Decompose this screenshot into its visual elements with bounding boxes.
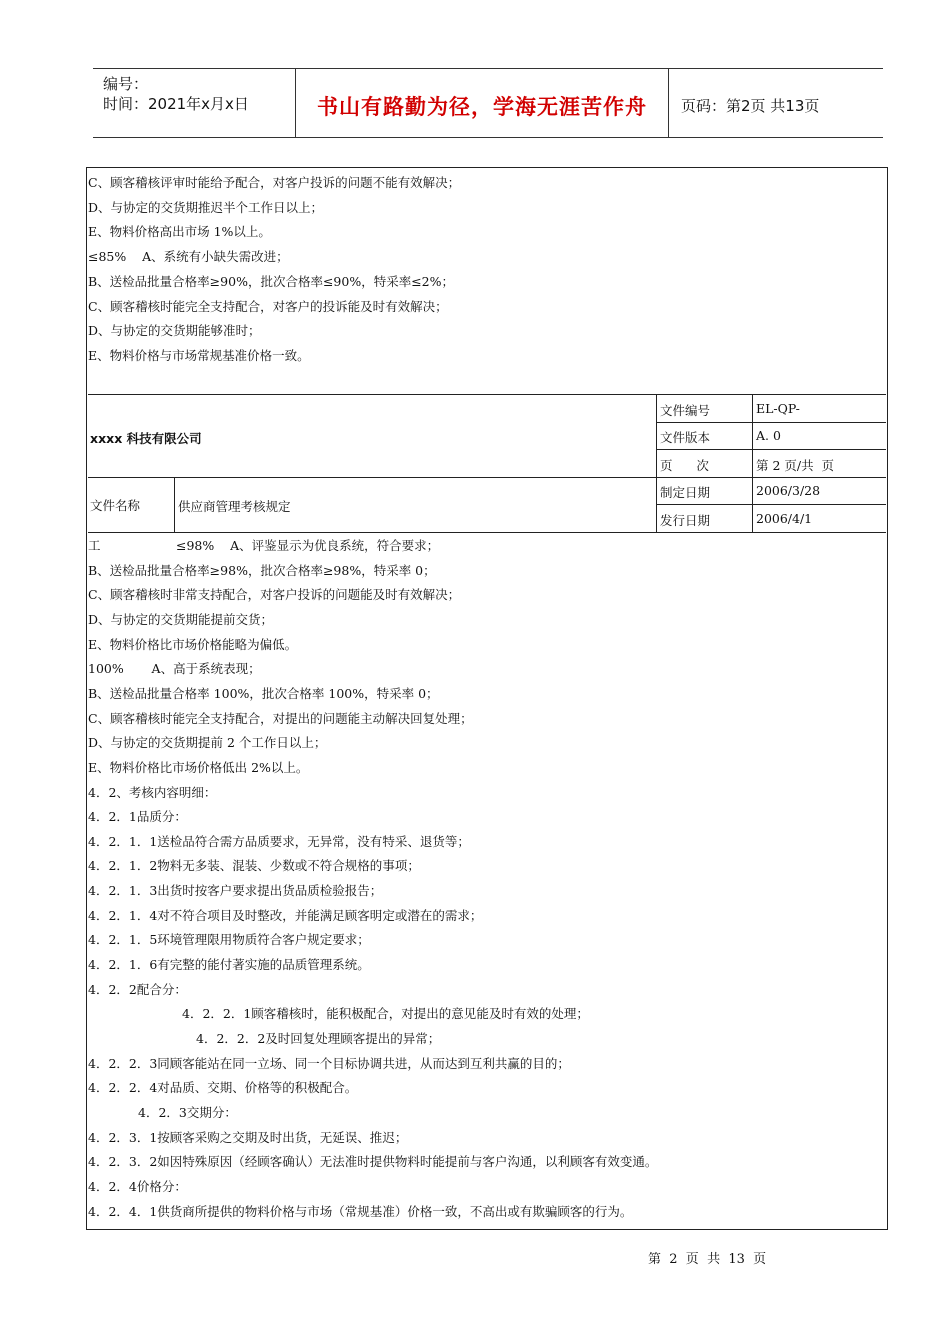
text-line: C、顾客稽核评审时能给予配合，对客户投诉的问题不能有效解决； — [88, 175, 461, 190]
text-line: E、物料价格比市场价格低出 2%以上。 — [88, 759, 309, 775]
text-line: 4．2．1．2物料无多装、混装、少数或不符合规格的事项； — [88, 858, 420, 874]
header-page-cell — [669, 69, 883, 137]
text-line: D、与协定的交货期能够准时； — [88, 323, 261, 339]
text-line: 4．2．2．2及时回复处理顾客提出的异常； — [196, 1031, 441, 1046]
info-label: 页 次 — [660, 458, 709, 473]
table-divider-filename — [174, 477, 175, 532]
info-value: A. 0 — [756, 428, 781, 443]
text-line: D、与协定的交货期能提前交货； — [88, 611, 274, 627]
text-line: D、与协定的交货期提前 2 个工作日以上； — [88, 735, 327, 751]
file-name-value: 供应商管理考核规定 — [178, 499, 291, 514]
text-line: C、顾客稽核时能完全支持配合，对客户的投诉能及时有效解决； — [88, 298, 448, 314]
text-line: B、送检品批量合格率 100%，批次合格率 100%，特采率 0； — [88, 685, 439, 701]
text-line: 4．2．3交期分： — [138, 1104, 237, 1120]
table-row-line — [656, 422, 886, 423]
header-page-number: 页码：第2页 共13页 — [681, 97, 820, 115]
info-label: 文件编号 — [660, 403, 711, 418]
table-divider-value — [752, 394, 753, 532]
page-footer: 第 2 页 共 13 页 — [648, 1252, 767, 1267]
info-label: 文件版本 — [660, 430, 711, 445]
text-line: 4．2．2配合分： — [88, 981, 187, 997]
text-line: 4．2．2．1顾客稽核时，能积极配合，对提出的意见能及时有效的处理； — [182, 1006, 589, 1022]
doc-time: 时间：2021年x月x日 — [103, 95, 249, 113]
text-line: B、送检品批量合格率≥98%，批次合格率≥98%，特采率 0； — [88, 562, 436, 578]
text-line: 4．2．4价格分： — [88, 1178, 187, 1194]
table-row-line — [656, 449, 886, 450]
motto-text: 书山有路勤为径，学海无涯苦作舟 — [317, 95, 647, 119]
text-line: 4．2．2．3同顾客能站在同一立场、同一个目标协调共进，从而达到互利共赢的目的； — [88, 1055, 570, 1071]
text-line: 4．2．1品质分： — [88, 809, 187, 825]
text-line: 4．2．1．6有完整的能付著实施的品质管理系统。 — [88, 957, 370, 973]
table-border-top — [88, 394, 886, 395]
info-label: 制定日期 — [660, 485, 711, 500]
text-line: ≤85% A、系统有小缺失需改进； — [88, 249, 289, 265]
info-value: 第 2 页/共 页 — [756, 458, 835, 473]
header-motto-cell — [296, 69, 669, 137]
text-line: E、物料价格比市场价格能略为偏低。 — [88, 636, 298, 652]
text-line: C、顾客稽核时非常支持配合，对客户投诉的问题能及时有效解决； — [88, 587, 461, 603]
text-line: 4．2．1．5环境管理限用物质符合客户规定要求； — [88, 932, 370, 948]
text-line: 4．2．3．1按顾客采购之交期及时出货，无延误、推迟； — [88, 1129, 408, 1145]
info-label: 发行日期 — [660, 513, 711, 528]
text-line: 4．2．3．2如因特殊原因（经顾客确认）无法准时提供物料时能提前与客户沟通，以利顾客有效变通。 — [88, 1154, 658, 1170]
header-info-cell — [93, 69, 296, 137]
page-header — [93, 68, 883, 138]
text-line: E、物料价格与市场常规基准价格一致。 — [88, 347, 310, 363]
table-row-line — [656, 504, 886, 505]
text-line: 工 ≤98% A、评鉴显示为优良系统，符合要求； — [88, 538, 440, 553]
text-line: 100% A、高于系统表现； — [88, 661, 261, 677]
text-line: 4．2．1．4对不符合项目及时整改，并能满足顾客明定或潜在的需求； — [88, 907, 483, 923]
info-value: 2006/4/1 — [756, 511, 813, 526]
table-row-line — [88, 477, 886, 478]
text-line: C、顾客稽核时能完全支持配合，对提出的问题能主动解决回复处理； — [88, 710, 473, 726]
text-line: E、物料价格高出市场 1%以上。 — [88, 224, 271, 240]
info-value: 2006/3/28 — [756, 483, 821, 498]
text-line: B、送检品批量合格率≥90%，批次合格率≤90%，特采率≤2%； — [88, 273, 455, 289]
text-line: D、与协定的交货期推迟半个工作日以上； — [88, 199, 324, 215]
text-line: 4．2、考核内容明细： — [88, 784, 217, 800]
doc-number-label: 编号： — [103, 75, 149, 93]
text-line: 4．2．1．3出货时按客户要求提出货品质检验报告； — [88, 883, 383, 899]
table-divider-label — [656, 394, 657, 532]
text-line: 4．2．4．1供货商所提供的物料价格与市场（常规基准）价格一致，不高出或有欺骗顾客的行为。 — [88, 1203, 633, 1219]
company-name: xxxx 科技有限公司 — [90, 431, 202, 446]
file-name-label: 文件名称 — [90, 498, 141, 513]
table-border-bottom — [88, 532, 886, 533]
text-line: 4．2．1．1送检品符合需方品质要求，无异常，没有特采、退货等； — [88, 833, 470, 849]
info-value: EL-QP- — [756, 401, 800, 416]
text-line: 4．2．2．4对品质、交期、价格等的积极配合。 — [88, 1080, 358, 1096]
